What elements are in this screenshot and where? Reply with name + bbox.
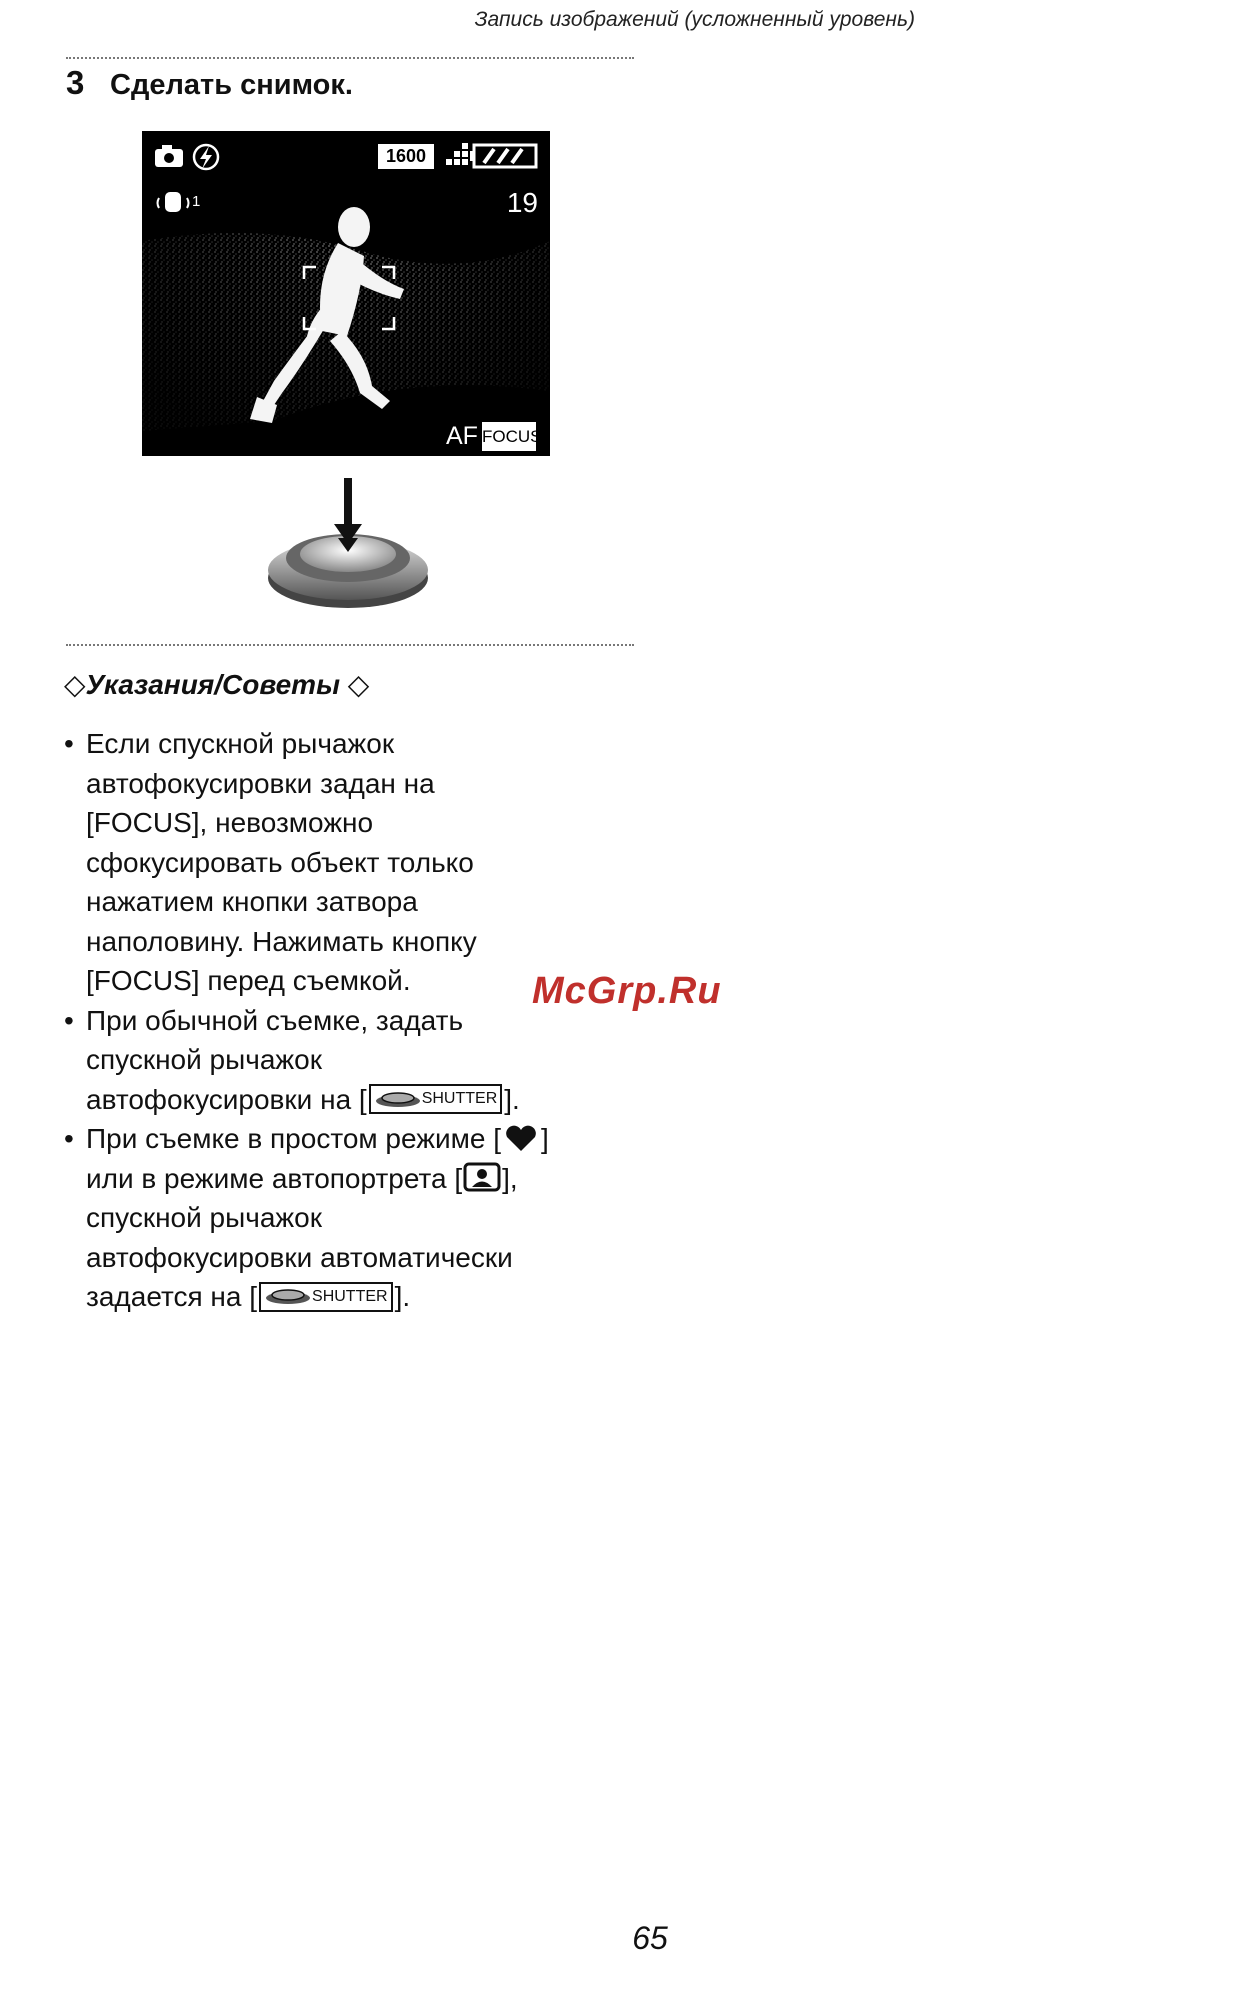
tips-divider xyxy=(66,644,634,646)
bullet-icon: • xyxy=(64,1123,74,1154)
self-portrait-icon xyxy=(462,1162,502,1192)
step-heading xyxy=(66,64,353,102)
list-item: • Если спускной рычажок автофокусировки задан на [FOCUS], невозможно сфокусировать объект только нажатием кнопки затвора наполовину. Нажимать кнопку [FOCUS] перед съемкой. xyxy=(64,724,704,1001)
step-number: 3 xyxy=(66,64,85,101)
diamond-icon: ◇ xyxy=(64,669,86,700)
camera-lcd-illustration xyxy=(142,131,550,456)
header-divider xyxy=(66,57,634,59)
running-header: Запись изображений (усложненный уровень) xyxy=(474,8,915,31)
af-label: AF xyxy=(446,422,478,450)
page-number: 65 xyxy=(632,1920,668,1956)
shutter-mode-icon: SHUTTER xyxy=(259,1282,393,1312)
shots-remaining: 19 xyxy=(506,187,538,218)
diamond-icon: ◇ xyxy=(347,669,370,700)
tips-list xyxy=(64,724,704,1317)
focus-badge: FOCUS xyxy=(482,427,542,446)
iso-value: 1600 xyxy=(385,146,427,166)
bullet-icon: • xyxy=(64,1004,74,1036)
step-title: Сделать снимок. xyxy=(110,69,353,101)
watermark: McGrp.Ru xyxy=(532,970,722,1012)
heart-icon xyxy=(501,1123,541,1153)
tips-title: Указания/Советы xyxy=(85,669,340,700)
shutter-button-illustration xyxy=(258,474,438,610)
list-item: • При обычной съемке, задать спускной рычажок автофокусировки на [ SHUTTER ]. xyxy=(64,1001,704,1120)
stabilizer-mode-value: 1 xyxy=(192,193,201,210)
shutter-mode-icon: SHUTTER xyxy=(369,1084,503,1114)
lcd-scene xyxy=(142,131,550,456)
bullet-icon: • xyxy=(64,728,74,759)
list-item: • При съемке в простом режиме [ ] или в режиме автопортрета [ ], спускной рычажок автофокусировки автоматически задается на [ SHUTTER ]. xyxy=(64,1119,704,1317)
tips-heading xyxy=(64,668,369,701)
